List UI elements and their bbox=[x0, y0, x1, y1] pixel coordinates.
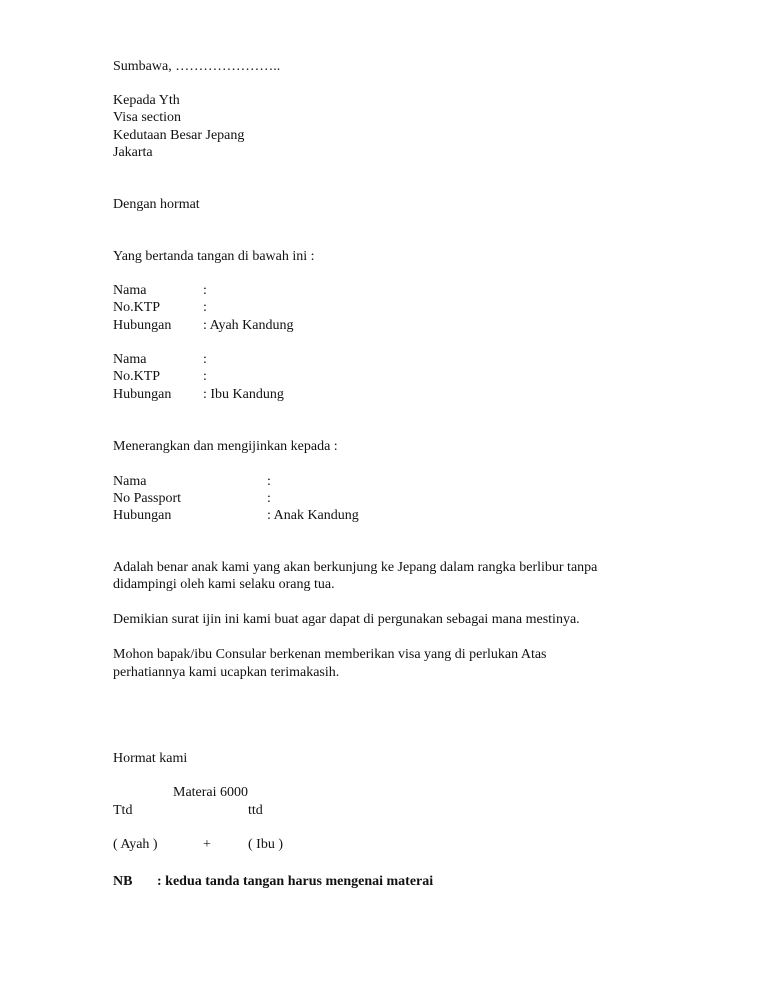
place-date: Sumbawa, ………………….. bbox=[113, 59, 281, 74]
closing: Hormat kami bbox=[113, 751, 188, 766]
child-passport-label: No Passport bbox=[113, 491, 182, 506]
father-signature-label: ( Ayah ) bbox=[113, 837, 158, 852]
paragraph-3-line-1: Mohon bapak/ibu Consular berkenan memberikan visa yang di perlukan Atas bbox=[113, 647, 547, 662]
mother-signature-label: ( Ibu ) bbox=[248, 837, 283, 852]
child-passport-value: : bbox=[267, 491, 271, 506]
declaration-line: Menerangkan dan mengijinkan kepada : bbox=[113, 439, 338, 454]
paragraph-1-line-2: didampingi oleh kami selaku orang tua. bbox=[113, 577, 335, 592]
father-name-value: : bbox=[203, 283, 207, 298]
mother-relation-value: : Ibu Kandung bbox=[203, 387, 284, 402]
father-relation-value: : Ayah Kandung bbox=[203, 318, 294, 333]
mother-ktp-label: No.KTP bbox=[113, 369, 161, 384]
stamp-label: Materai 6000 bbox=[173, 785, 249, 800]
child-relation-value: : Anak Kandung bbox=[267, 508, 359, 523]
recipient-line-3: Kedutaan Besar Jepang bbox=[113, 128, 245, 143]
signature-left: Ttd bbox=[113, 803, 133, 818]
note-label: NB bbox=[113, 874, 133, 889]
paragraph-1-line-1: Adalah benar anak kami yang akan berkunjung ke Jepang dalam rangka berlibur tanpa bbox=[113, 560, 598, 575]
father-ktp-value: : bbox=[203, 300, 207, 315]
note-text: : kedua tanda tangan harus mengenai materai bbox=[157, 874, 434, 889]
mother-name-label: Nama bbox=[113, 352, 147, 367]
paragraph-3-line-2: perhatiannya kami ucapkan terimakasih. bbox=[113, 665, 340, 680]
greeting: Dengan hormat bbox=[113, 197, 200, 212]
mother-name-value: : bbox=[203, 352, 207, 367]
mother-ktp-value: : bbox=[203, 369, 207, 384]
mother-relation-label: Hubungan bbox=[113, 387, 172, 402]
intro-line: Yang bertanda tangan di bawah ini : bbox=[113, 249, 315, 264]
signature-right: ttd bbox=[248, 803, 263, 818]
father-ktp-label: No.KTP bbox=[113, 300, 161, 315]
recipient-line-4: Jakarta bbox=[113, 145, 153, 160]
recipient-line-1: Kepada Yth bbox=[113, 93, 180, 108]
recipient-line-2: Visa section bbox=[113, 110, 181, 125]
paragraph-2: Demikian surat ijin ini kami buat agar dapat di pergunakan sebagai mana mestinya. bbox=[113, 612, 580, 627]
child-relation-label: Hubungan bbox=[113, 508, 172, 523]
plus-sign: + bbox=[203, 837, 211, 852]
father-name-label: Nama bbox=[113, 283, 147, 298]
father-relation-label: Hubungan bbox=[113, 318, 172, 333]
child-name-value: : bbox=[267, 474, 271, 489]
child-name-label: Nama bbox=[113, 474, 147, 489]
